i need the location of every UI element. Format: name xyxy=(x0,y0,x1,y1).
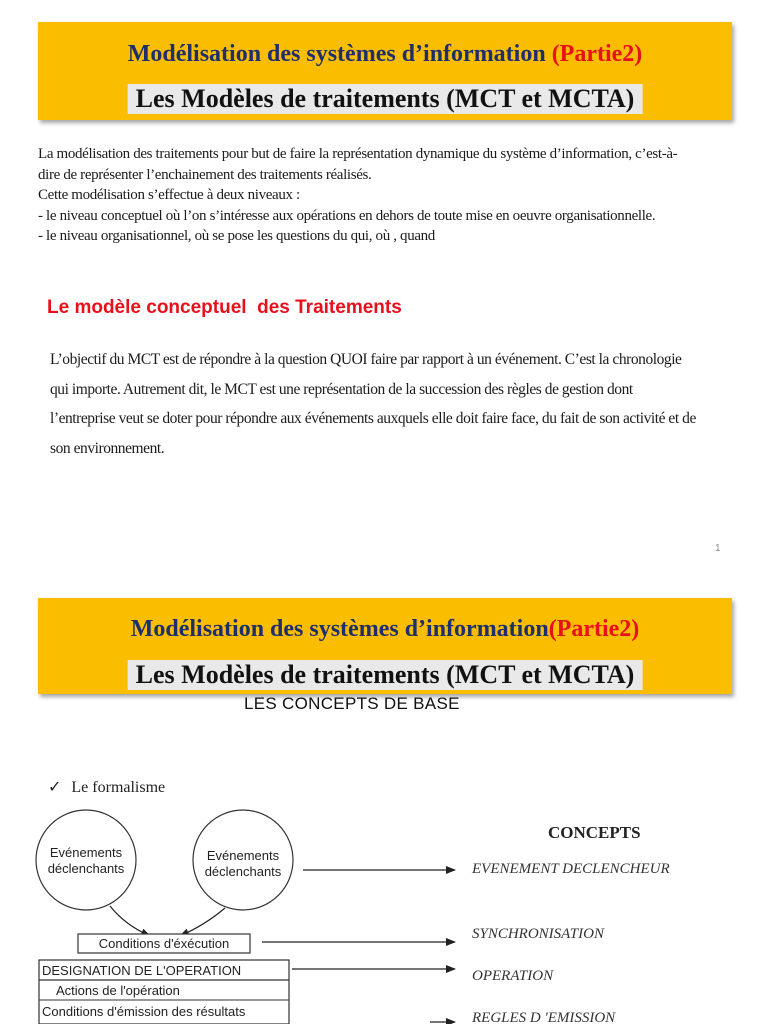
intro-line: - le niveau conceptuel où l’on s’intéresse aux opérations en dehors de toute mise en oeuvre organisationnelle. xyxy=(38,207,656,224)
slide1-title-part: (Partie2) xyxy=(551,41,643,67)
event-to-sync-arrow-right xyxy=(180,908,225,936)
concept-emission: REGLES D 'EMISSION xyxy=(472,1010,616,1024)
intro-line: La modélisation des traitements pour but de faire la représentation dynamique du système d’information, c’est-à- xyxy=(38,146,678,162)
formalism-item xyxy=(48,777,165,797)
intro-line: dire de représenter l’enchainement des traitements réalisés. xyxy=(38,166,372,183)
intro-line: Cette modélisation s’effectue à deux niveaux : xyxy=(38,187,300,203)
event-left-line1: Evénements xyxy=(49,845,123,860)
slide2-title-main: Modélisation des systèmes d’information xyxy=(130,616,549,642)
mct-line: qui importe. Autrement dit, le MCT est une représentation de la succession des règles de gestion dont xyxy=(50,380,633,398)
concept-operation: OPERATION xyxy=(472,968,554,984)
concept-event: EVENEMENT DECLENCHEUR xyxy=(472,861,670,877)
concept-sync: SYNCHRONISATION xyxy=(472,926,604,942)
event-right-line1: Evénements xyxy=(206,848,280,863)
mct-formalism-diagram xyxy=(0,800,768,1024)
slide2-title-part: (Partie2) xyxy=(548,616,640,642)
slide1-intro xyxy=(38,144,758,247)
mct-line: l’entreprise veut se doter pour répondre aux événements auxquels elle doit faire face, du fait de son activité et de xyxy=(50,410,696,427)
operation-actions: Actions de l'opération xyxy=(56,983,180,998)
slide2-title-banner xyxy=(38,598,732,694)
slide1-title-main: Modélisation des systèmes d’information xyxy=(127,41,552,67)
mct-line: son environnement. xyxy=(50,439,165,457)
sync-label: Conditions d'éxécution xyxy=(98,936,230,951)
formalism-label: Le formalisme xyxy=(71,779,166,796)
checkmark-icon: ✓ xyxy=(48,779,62,796)
concepts-base-heading: LES CONCEPTS DE BASE xyxy=(244,694,460,713)
slide1-title xyxy=(38,41,732,68)
slide1-subtitle: Les Modèles de traitements (MCT et MCTA) xyxy=(128,84,643,114)
operation-emission: Conditions d'émission des résultats xyxy=(42,1004,246,1019)
section-title: Le modèle conceptuel des Traitements xyxy=(47,297,402,318)
mct-line: L’objectif du MCT est de répondre à la question QUOI faire par rapport à un événement. C’est la chronologie xyxy=(50,351,682,368)
operation-name: DESIGNATION DE L'OPERATION xyxy=(42,963,242,978)
concepts-header: CONCEPTS xyxy=(548,823,641,842)
page-number: 1 xyxy=(715,543,721,554)
event-left-line2: déclenchants xyxy=(47,861,125,876)
mct-paragraph xyxy=(50,345,740,463)
event-to-sync-arrow-left xyxy=(110,906,150,936)
slide1-title-banner xyxy=(38,22,732,120)
intro-line: - le niveau organisationnel, où se pose les questions du qui, où , quand xyxy=(38,228,435,244)
slide2-title xyxy=(38,616,732,643)
slide2-subtitle: Les Modèles de traitements (MCT et MCTA) xyxy=(128,660,643,690)
event-circle-left xyxy=(36,810,136,910)
event-right-line2: déclenchants xyxy=(204,864,282,879)
